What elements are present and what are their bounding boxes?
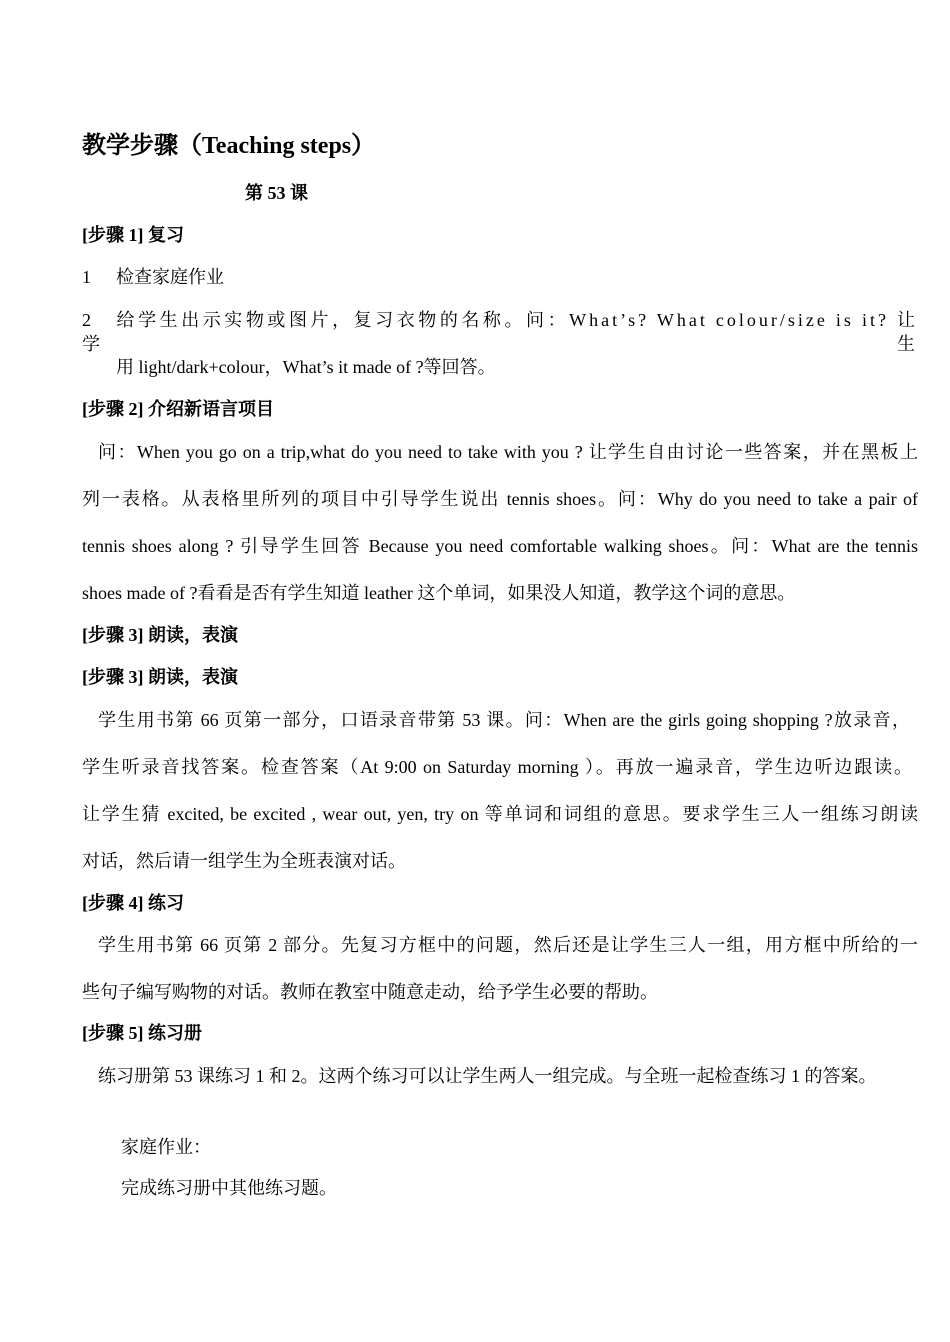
- step1-item2: [82, 308, 918, 356]
- step1-item2-line2: 用 light/dark+colour，What’s it made of ?等回答。: [116, 357, 496, 377]
- step3-paragraph-line: 对话，然后请一组学生为全班表演对话。: [82, 851, 406, 871]
- homework-text: 完成练习册中其他练习题。: [121, 1178, 337, 1198]
- step4-paragraph-line: 些句子编写购物的对话。教师在教室中随意走动，给予学生必要的帮助。: [82, 982, 658, 1002]
- step1-item2-number: 2: [82, 310, 91, 330]
- step3-paragraph-line: 让学生猜 excited, be excited , wear out, yen, try on 等单词和词组的意思。要求学生三人一组练习朗读: [82, 804, 918, 824]
- step1-item2-line1: 给学生出示实物或图片，复习衣物的名称。问：What’s? What colour/size is it? 让学生: [82, 310, 918, 354]
- step5-heading: [步骤 5] 练习册: [82, 1023, 202, 1043]
- step3-paragraph-line: 学生听录音找答案。检查答案（At 9:00 on Saturday morning ）。再放一遍录音，学生边听边跟读。: [82, 757, 912, 777]
- step2-heading: [步骤 2] 介绍新语言项目: [82, 399, 274, 419]
- step4-heading: [步骤 4] 练习: [82, 893, 184, 913]
- step5-paragraph: 练习册第 53 课练习 1 和 2。这两个练习可以让学生两人一组完成。与全班一起检查练习 1 的答案。: [98, 1066, 877, 1086]
- homework-label: 家庭作业：: [121, 1137, 211, 1157]
- step3-paragraph-line: 学生用书第 66 页第一部分，口语录音带第 53 课。问：When are the girls going shopping ?放录音，: [98, 710, 910, 730]
- step2-paragraph-line: 列一表格。从表格里所列的项目中引导学生说出 tennis shoes。问：Why do you need to take a pair of: [82, 489, 918, 509]
- step2-paragraph-line: shoes made of ?看看是否有学生知道 leather 这个单词，如果没人知道，教学这个词的意思。: [82, 583, 796, 603]
- step3-heading-repeat: [步骤 3] 朗读，表演: [82, 667, 238, 687]
- lesson-heading: 第 53 课: [245, 183, 308, 203]
- step4-paragraph-line: 学生用书第 66 页第 2 部分。先复习方框中的问题，然后还是让学生三人一组，用方框中所给的一: [98, 935, 918, 955]
- step1-item1-text: 检查家庭作业: [116, 267, 224, 287]
- step1-item1-number: 1: [82, 267, 91, 287]
- step1-heading: [步骤 1] 复习: [82, 225, 184, 245]
- step2-paragraph-line: tennis shoes along ? 引导学生回答 Because you need comfortable walking shoes。问：What are the tennis: [82, 536, 918, 556]
- page-title: 教学步骤（Teaching steps）: [82, 133, 376, 159]
- step2-paragraph-line: 问：When you go on a trip,what do you need to take with you ? 让学生自由讨论一些答案，并在黑板上: [98, 442, 918, 462]
- step1-item1: [82, 265, 224, 289]
- step3-heading: [步骤 3] 朗读，表演: [82, 625, 238, 645]
